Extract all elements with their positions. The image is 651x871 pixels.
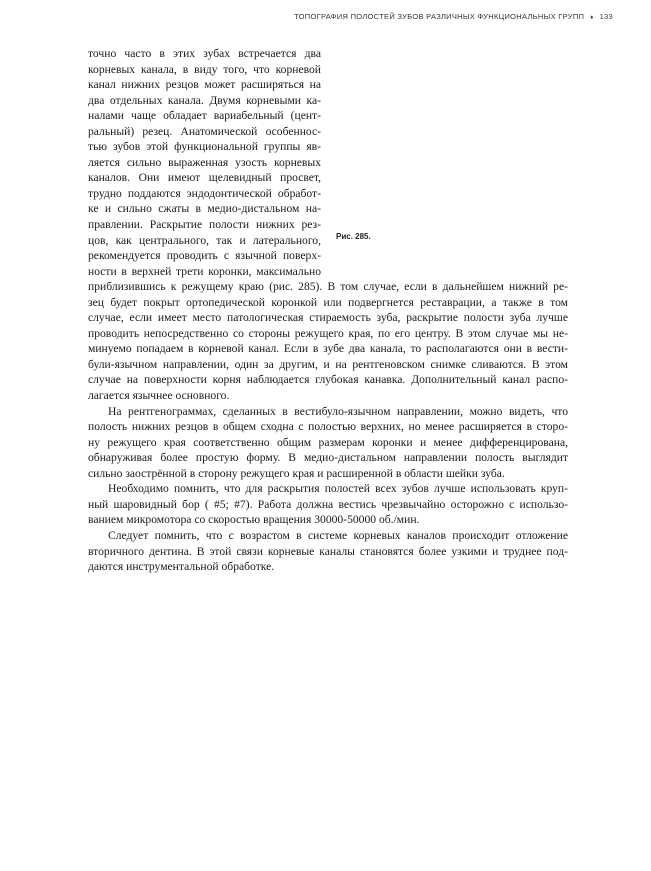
text-line: Следует помнить, что с возрастом в системе корневых каналов происходит отложение	[108, 528, 568, 542]
text-line: сильно заострённой в сторону режущего края и расширенной в области шейки зуба.	[88, 466, 505, 480]
text-line: случае на поверхности корня наблюдается глубокая канавка. Дополнительный канал распо-	[88, 373, 568, 387]
text-line: трудно поддаются эндодонтической обработ-	[88, 186, 321, 200]
text-line: правлении. Раскрытие полости нижних рез-	[88, 218, 321, 232]
text-line: даются инструментальной обработке.	[88, 560, 275, 574]
body-text	[88, 46, 568, 575]
text-line: були-язычном направлении, один за другим, и на рентгеновском снимке сливаются. В этом	[88, 357, 568, 371]
text-line: Необходимо помнить, что для раскрытия полостей всех зубов лучше использовать круп-	[108, 482, 568, 496]
text-line: рекомендуется проводить с язычной поверх-	[88, 249, 321, 263]
paragraph-1-wide	[88, 279, 568, 403]
text-line: ну режущего края соответственно общим размерам коронки и менее дифференцирована,	[88, 435, 568, 449]
text-line: ности в верхней трети коронки, максимально	[88, 264, 321, 278]
paragraph-4	[88, 528, 568, 575]
text-line: ральный) резец. Анатомической особеннос-	[88, 124, 321, 138]
text-line: корневых канала, в виду того, что корневой	[88, 62, 321, 76]
paragraph-3	[88, 481, 568, 528]
text-line: ляется сильно выраженная узость корневых	[88, 155, 321, 169]
text-line: цов, как центрального, так и латерального,	[88, 233, 321, 247]
text-line: полость нижних резцов в общем сходна с полостью верхних, но менее расширяется в сторо-	[88, 420, 568, 434]
running-header	[294, 12, 613, 21]
text-line: ванием микромотора со скоростью вращения 30000-50000 об./мин.	[88, 513, 420, 527]
text-line: На рентгенограммах, сделанных в вестибуло-язычном направлении, можно видеть, что	[108, 404, 568, 418]
text-line: каналов. Они имеют щелевидный просвет,	[88, 171, 321, 185]
text-line: налами чаще обладает вариабельный (цент-	[88, 109, 321, 123]
text-line: обнаруживая более простую форму. В медио-дистальном направлении полость выглядит	[88, 451, 568, 465]
text-line: лагается язычнее основного.	[88, 389, 230, 403]
text-line: случае, если имеет место патологическая стираемость зуба, раскрытие полости зуба лучше	[88, 311, 568, 325]
text-line: точно часто в этих зубах встречается два	[88, 47, 321, 60]
bullet-icon: ♦	[590, 15, 594, 21]
text-line: два отдельных канала. Двумя корневыми ка-	[88, 93, 321, 107]
paragraph-2	[88, 404, 568, 482]
page-number: 133	[599, 12, 613, 21]
text-line: проводить непосредственно со стороны режущего края, по его центру. В этом случае мы не-	[88, 326, 568, 340]
text-line: тью зубов этой функциональной группы яв-	[88, 140, 321, 154]
figure-caption: Рис. 285.	[336, 232, 371, 241]
text-line: ке и сильно сжаты в медио-дистальном на-	[88, 202, 321, 216]
running-title: ТОПОГРАФИЯ ПОЛОСТЕЙ ЗУБОВ РАЗЛИЧНЫХ ФУНКЦИОНАЛЬНЫХ ГРУПП	[294, 12, 585, 21]
text-line: ный шаровидный бор ( #5; #7). Работа должна вестись чрезвычайно осторожно с использо-	[88, 497, 568, 511]
text-line: приблизившись к режущему краю (рис. 285). В том случае, если в дальнейшем нижний ре-	[88, 280, 568, 294]
text-line: канал нижних резцов может расширяться на	[88, 78, 321, 92]
paragraph-1-narrow	[88, 46, 321, 279]
text-line: минуемо попадаем в корневой канал. Если в зубе два канала, то располагаются они в вести-	[88, 342, 568, 356]
text-line: вторичного дентина. В этой связи корневые каналы становятся более узкими и труднее под-	[88, 544, 568, 558]
text-line: зец будет покрыт ортопедической коронкой или подвергнется реставрации, а также в том	[88, 295, 568, 309]
